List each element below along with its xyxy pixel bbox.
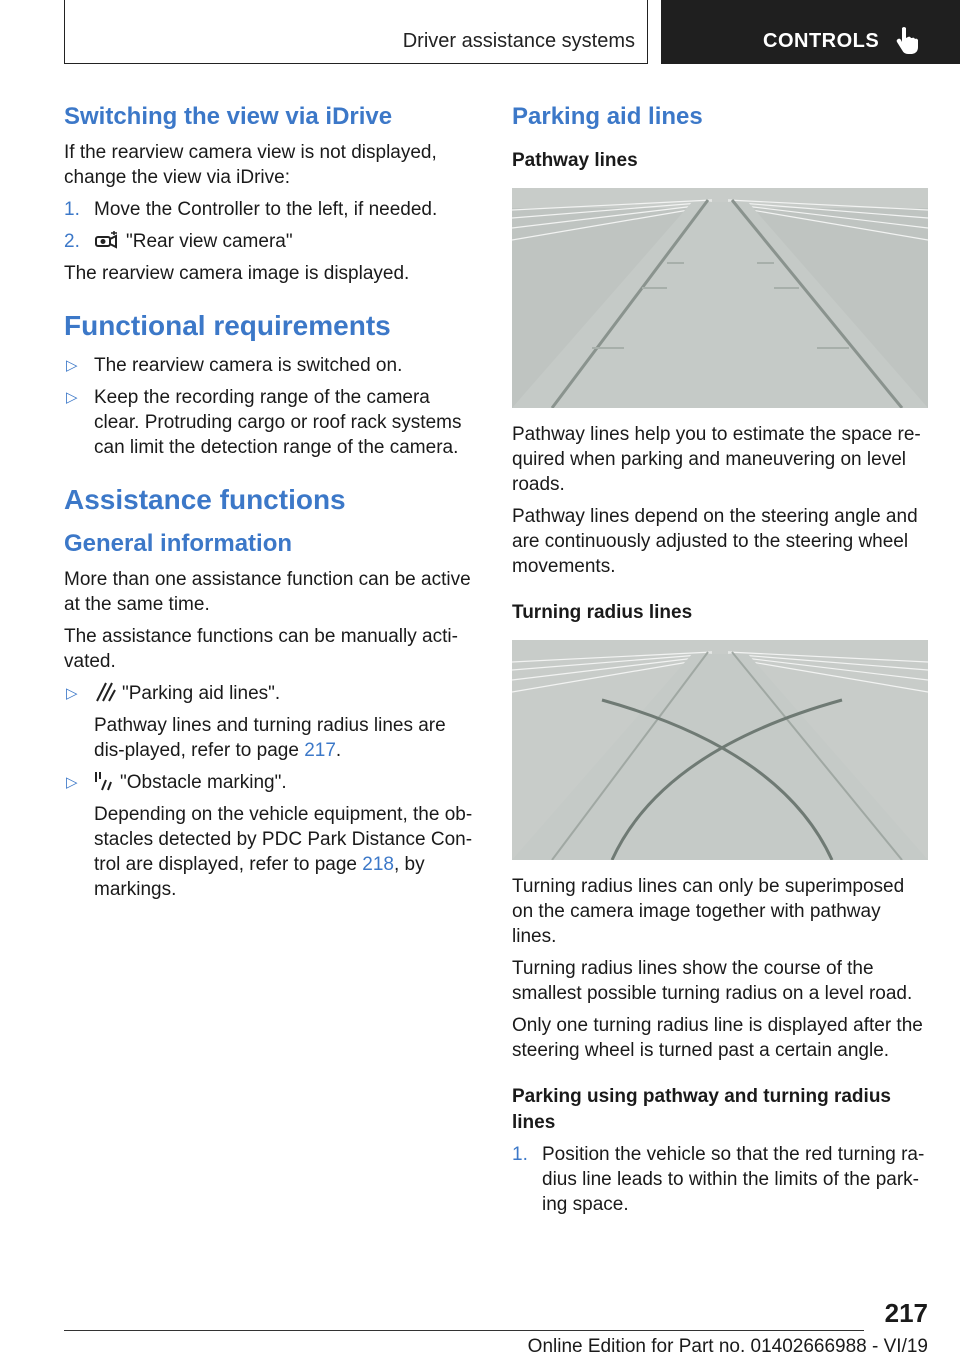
step-number: 1.	[512, 1144, 528, 1165]
step-text: Move the Controller to the left, if needed.	[94, 199, 438, 220]
general-information-heading: General information	[64, 530, 293, 557]
header-section-box	[64, 0, 648, 64]
step-text: "Rear view camera"	[126, 231, 293, 252]
functional-requirements-heading: Functional requirements	[64, 310, 391, 341]
requirement-text: The rearview camera is switched on.	[94, 355, 403, 376]
footer-edition-text: Online Edition for Part no. 01402666988 - VI/19	[527, 1336, 928, 1357]
triangle-bullet-icon: ▷	[66, 774, 78, 791]
parking-aid-lines-icon	[94, 681, 116, 703]
turning-radius-lines-illustration	[512, 640, 928, 860]
page-link-217[interactable]: 217	[304, 740, 336, 761]
step-item	[64, 197, 478, 222]
option-label: "Obstacle marking".	[120, 772, 287, 793]
step-number: 1.	[64, 199, 80, 220]
step-number: 2.	[64, 231, 80, 252]
option-desc-text: , by markings.	[94, 854, 425, 900]
turning-radius-paragraph: Only one turning radius line is displayed after the steering wheel is turned past a certain angle.	[512, 1015, 923, 1061]
parking-aid-lines-heading: Parking aid lines	[512, 103, 703, 130]
page-number: 217	[884, 1298, 928, 1328]
right-column	[512, 100, 928, 1224]
pointing-hand-icon	[896, 26, 922, 54]
rear-camera-icon	[94, 231, 120, 251]
requirement-item	[64, 353, 478, 378]
turning-radius-lines-heading: Turning radius lines	[512, 602, 693, 623]
pathway-lines-paragraph: Pathway lines depend on the steering angle and are continuously adjusted to the steering wheel movements.	[512, 506, 918, 577]
pathway-lines-heading: Pathway lines	[512, 150, 638, 171]
obstacle-marking-icon	[94, 770, 114, 792]
assistance-functions-heading: Assistance functions	[64, 484, 346, 515]
option-item	[64, 770, 478, 795]
general-info-paragraph: More than one assistance function can be active at the same time.	[64, 569, 471, 615]
turning-radius-paragraph: Turning radius lines show the course of the smallest possible turning radius on a level road.	[512, 958, 913, 1004]
triangle-bullet-icon: ▷	[66, 685, 78, 702]
triangle-bullet-icon: ▷	[66, 357, 78, 374]
camera-displayed-text: The rearview camera image is displayed.	[64, 263, 410, 284]
requirement-text: Keep the recording range of the camera clear. Protruding cargo or roof rack systems can limit the detection range of the camera.	[94, 387, 462, 458]
triangle-bullet-icon: ▷	[66, 389, 78, 406]
switching-view-heading: Switching the view via iDrive	[64, 103, 393, 130]
footer-divider	[64, 1330, 864, 1331]
option-desc-text: Depending on the vehicle equipment, the ob-stacles detected by PDC Park Distance Con-trol are displayed, refer to page	[94, 804, 473, 875]
general-info-paragraph: The assistance functions can be manually acti-vated.	[64, 626, 458, 672]
option-desc-text: .	[335, 740, 342, 761]
header-section-title: Driver assistance systems	[402, 30, 635, 52]
option-description	[64, 802, 478, 902]
option-label: "Parking aid lines".	[122, 683, 281, 704]
requirement-item	[64, 385, 478, 460]
option-desc-text: Pathway lines and turning radius lines are dis-played, refer to page	[94, 715, 446, 761]
step-item	[64, 229, 478, 254]
option-description	[64, 713, 478, 763]
step-text: Position the vehicle so that the red turning ra-dius line leads to within the limits of the park-ing space.	[542, 1144, 925, 1215]
parking-using-lines-heading: Parking using pathway and turning radius lines	[512, 1086, 891, 1133]
pathway-lines-paragraph: Pathway lines help you to estimate the space re-quired when parking and maneuvering on level roads.	[512, 424, 921, 495]
turning-radius-paragraph: Turning radius lines can only be superimposed on the camera image together with pathway lines.	[512, 876, 905, 947]
switching-view-intro: If the rearview camera view is not displayed, change the view via iDrive:	[64, 142, 437, 188]
pathway-lines-illustration	[512, 188, 928, 408]
parking-step-item	[512, 1142, 928, 1217]
header-tab-label: CONTROLS	[763, 30, 880, 52]
option-item	[64, 681, 478, 706]
page-link-218[interactable]: 218	[362, 854, 394, 875]
left-column	[64, 100, 478, 909]
